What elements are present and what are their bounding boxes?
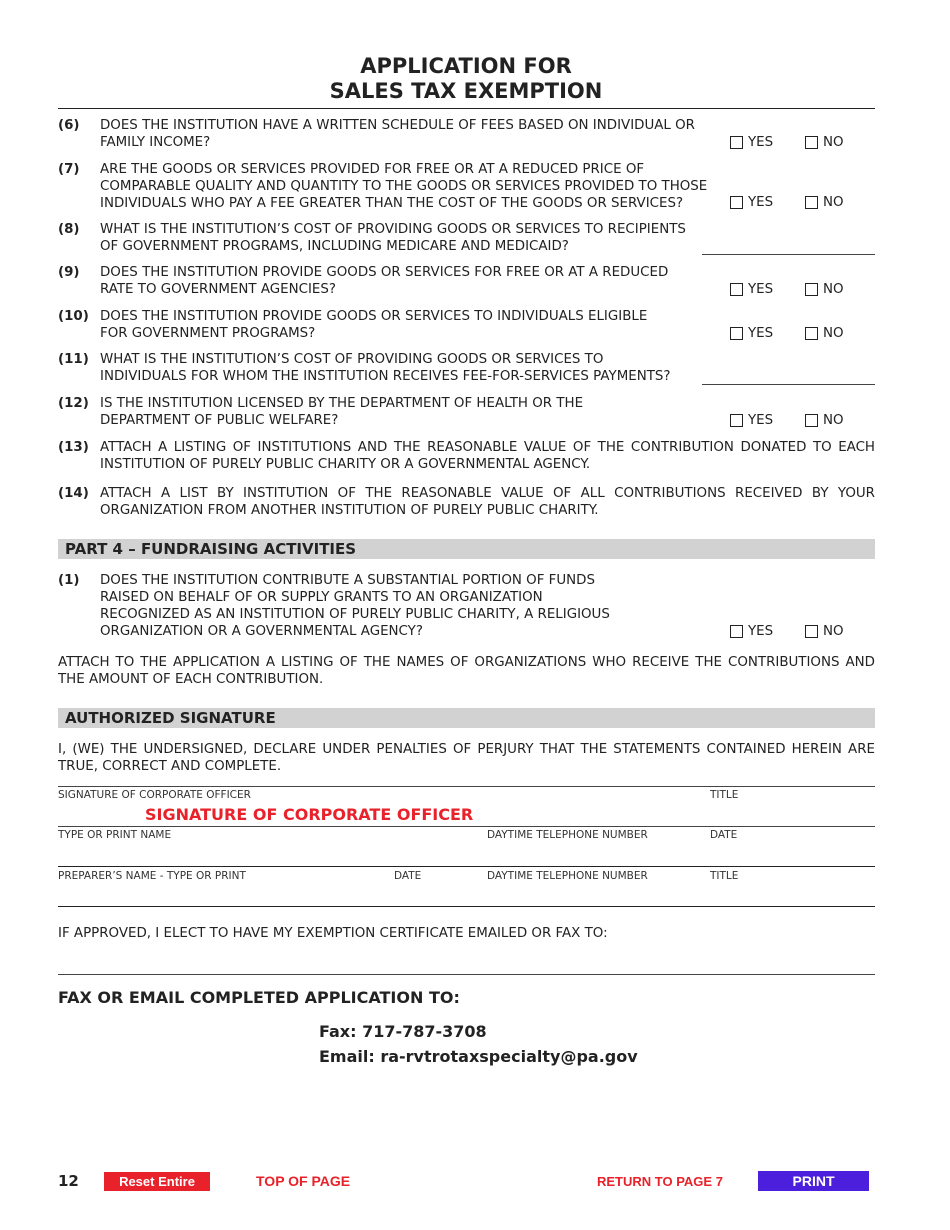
fax-number: Fax: 717-787-3708: [319, 1022, 487, 1041]
question-number: (6): [58, 118, 80, 133]
q12-yes-checkbox[interactable]: YES: [730, 412, 773, 429]
question-text: ARE THE GOODS OR SERVICES PROVIDED FOR FREE OR AT A REDUCED PRICE OF COMPARABLE QUALITY AND QUANTITY TO THE GOODS OR SERVICES PROVIDED TO THOSE INDIVIDUALS WHO PAY A FEE GREATER THAN THE COST OF THE GOODS OR SERVICES?: [100, 162, 708, 211]
signature-label: SIGNATURE OF CORPORATE OFFICER: [58, 789, 251, 801]
q12-no-checkbox[interactable]: NO: [805, 412, 844, 429]
checkbox-icon: [805, 196, 818, 209]
top-of-page-link[interactable]: TOP OF PAGE: [256, 1173, 351, 1189]
question-text: DOES THE INSTITUTION HAVE A WRITTEN SCHEDULE OF FEES BASED ON INDIVIDUAL OR FAMILY INCOME?: [100, 118, 695, 150]
preparer-name-label: PREPARER’S NAME - TYPE OR PRINT: [58, 870, 246, 882]
question-number: (12): [58, 396, 89, 411]
email-address: Email: ra-rvtrotaxspecialty@pa.gov: [319, 1047, 638, 1066]
preparer-title-label: TITLE: [710, 870, 739, 882]
signature-field[interactable]: SIGNATURE OF CORPORATE OFFICER: [145, 805, 474, 824]
checkbox-icon: [805, 625, 818, 638]
question-text: ATTACH A LISTING OF INSTITUTIONS AND THE REASONABLE VALUE OF THE CONTRIBUTION DONATED TO EACH INSTITUTION OF PURELY PUBLIC CHARITY OR A GOVERNMENTAL AGENCY.: [100, 440, 875, 472]
preparer-row-top-line: [58, 866, 875, 867]
checkbox-icon: [805, 414, 818, 427]
question-text: IS THE INSTITUTION LICENSED BY THE DEPARTMENT OF HEALTH OR THE DEPARTMENT OF PUBLIC WELFARE?: [100, 396, 584, 428]
phone-label: DAYTIME TELEPHONE NUMBER: [487, 829, 648, 841]
q7-no-checkbox[interactable]: NO: [805, 194, 844, 211]
checkbox-icon: [805, 283, 818, 296]
checkbox-icon: [805, 136, 818, 149]
fax-email-heading: FAX OR EMAIL COMPLETED APPLICATION TO:: [58, 988, 460, 1007]
q10-yes-checkbox[interactable]: YES: [730, 325, 773, 342]
signature-row-top-line: [58, 786, 875, 787]
checkbox-icon: [730, 136, 743, 149]
return-to-page-7-link[interactable]: RETURN TO PAGE 7: [597, 1174, 723, 1189]
question-text: DOES THE INSTITUTION PROVIDE GOODS OR SERVICES FOR FREE OR AT A REDUCED RATE TO GOVERNMENT AGENCIES?: [100, 265, 669, 297]
question-text: WHAT IS THE INSTITUTION’S COST OF PROVIDING GOODS OR SERVICES TO INDIVIDUALS FOR WHOM THE INSTITUTION RECEIVES FEE-FOR-SERVICES PAYMENTS?: [100, 352, 671, 384]
part4-q1-yes-checkbox[interactable]: YES: [730, 623, 773, 640]
header-divider: [58, 108, 875, 109]
checkbox-icon: [730, 196, 743, 209]
question-number: (13): [58, 440, 89, 455]
checkbox-icon: [730, 414, 743, 427]
q6-yes-checkbox[interactable]: YES: [730, 134, 773, 151]
question-number: (14): [58, 486, 89, 501]
checkbox-icon: [805, 327, 818, 340]
q6-no-checkbox[interactable]: NO: [805, 134, 844, 151]
reset-form-button[interactable]: Reset Entire Form: [104, 1172, 210, 1191]
question-number: (1): [58, 573, 80, 588]
q8-answer-field[interactable]: [702, 254, 875, 255]
page-number: 12: [58, 1172, 79, 1190]
signature-heading: AUTHORIZED SIGNATURE: [58, 708, 875, 728]
page-title-line2: SALES TAX EXEMPTION: [329, 79, 603, 103]
checkbox-icon: [730, 625, 743, 638]
q9-yes-checkbox[interactable]: YES: [730, 281, 773, 298]
q10-no-checkbox[interactable]: NO: [805, 325, 844, 342]
preparer-date-label: DATE: [394, 870, 422, 882]
checkbox-icon: [730, 327, 743, 340]
question-text: DOES THE INSTITUTION PROVIDE GOODS OR SERVICES TO INDIVIDUALS ELIGIBLE FOR GOVERNMENT PROGRAMS?: [100, 309, 648, 341]
question-number: (7): [58, 162, 80, 177]
preparer-phone-label: DAYTIME TELEPHONE NUMBER: [487, 870, 648, 882]
page-title-line1: APPLICATION FOR: [360, 54, 572, 78]
print-name-label: TYPE OR PRINT NAME: [58, 829, 172, 841]
part4-heading: PART 4 – FUNDRAISING ACTIVITIES: [58, 539, 875, 559]
name-row-top-line: [58, 826, 875, 827]
q11-answer-field[interactable]: [702, 384, 875, 385]
preparer-row-bottom-line: [58, 906, 875, 907]
checkbox-icon: [730, 283, 743, 296]
declaration-text: I, (WE) THE UNDERSIGNED, DECLARE UNDER PENALTIES OF PERJURY THAT THE STATEMENTS CONTAINED HEREIN ARE TRUE, CORRECT AND COMPLETE.: [58, 742, 875, 774]
question-number: (11): [58, 352, 89, 367]
title-label: TITLE: [710, 789, 739, 801]
question-number: (9): [58, 265, 80, 280]
q7-yes-checkbox[interactable]: YES: [730, 194, 773, 211]
delivery-elect-text: IF APPROVED, I ELECT TO HAVE MY EXEMPTION CERTIFICATE EMAILED OR FAX TO:: [58, 926, 608, 941]
question-number: (8): [58, 222, 80, 237]
part4-q1-no-checkbox[interactable]: NO: [805, 623, 844, 640]
part4-attach-instructions: ATTACH TO THE APPLICATION A LISTING OF THE NAMES OF ORGANIZATIONS WHO RECEIVE THE CONTRIBUTIONS AND THE AMOUNT OF EACH CONTRIBUTION.: [58, 655, 875, 687]
question-number: (10): [58, 309, 89, 324]
date-label: DATE: [710, 829, 738, 841]
q9-no-checkbox[interactable]: NO: [805, 281, 844, 298]
question-text: WHAT IS THE INSTITUTION’S COST OF PROVIDING GOODS OR SERVICES TO RECIPIENTS OF GOVERNMENT PROGRAMS, INCLUDING MEDICARE AND MEDICAID?: [100, 222, 686, 254]
delivery-answer-field[interactable]: [58, 974, 875, 975]
question-text: DOES THE INSTITUTION CONTRIBUTE A SUBSTANTIAL PORTION OF FUNDS RAISED ON BEHALF OF OR SUPPLY GRANTS TO AN ORGANIZATION RECOGNIZED AS AN INSTITUTION OF PURELY PUBLIC CHARITY, A RELIGIOUS ORGANIZATION OR A GOVERNMENTAL AGENCY?: [100, 573, 610, 639]
question-text: ATTACH A LIST BY INSTITUTION OF THE REASONABLE VALUE OF ALL CONTRIBUTIONS RECEIVED BY YOUR ORGANIZATION FROM ANOTHER INSTITUTION OF PURELY PUBLIC CHARITY.: [100, 486, 875, 518]
print-button[interactable]: PRINT: [758, 1171, 869, 1191]
